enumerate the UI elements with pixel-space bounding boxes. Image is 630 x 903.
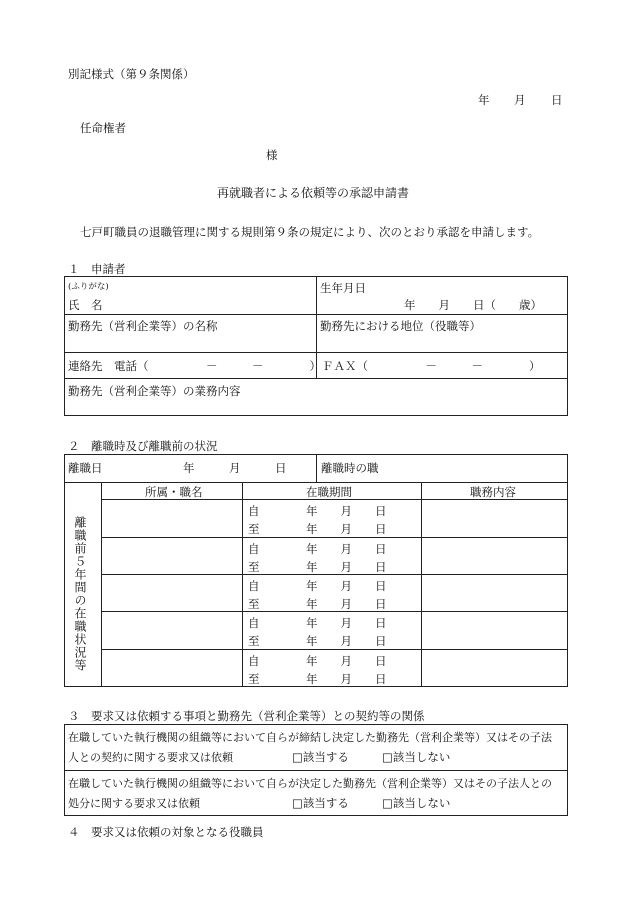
period-from-date: 年 月 日 [306,654,387,668]
period-to: 至 [248,597,260,611]
period-from: 自 [248,579,260,593]
intro-text: 七戸町職員の退職管理に関する規則第９条の規定により、次のとおり承認を申請します。 [80,225,540,239]
birthdate-label: 生年月日 [320,281,366,295]
addressee: 任命権者 [80,121,126,135]
form-label: 別記様式（第９条関係） [68,67,195,81]
col-period: 在職期間 [306,485,352,499]
q1-applicable-checkbox[interactable]: □該当する [292,750,349,764]
q2-applicable-checkbox[interactable]: □該当する [292,796,349,810]
period-to: 至 [248,560,260,574]
birthdate-fields: 年 月 日（ 歳） [404,298,542,312]
q1-not-applicable-checkbox[interactable]: □該当しない [382,750,451,764]
q1-line2: 人との契約に関する要求又は依頼 [68,751,233,764]
addressee-honorific: 様 [266,148,278,162]
col-duties: 職務内容 [470,485,516,499]
date-year: 年 [478,93,490,107]
period-to-date: 年 月 日 [306,522,387,536]
period-from-date: 年 月 日 [306,542,387,556]
employer-name-label: 勤務先（営利企業等）の名称 [68,319,218,333]
fax-label: ＦＡＸ（ － － ） [322,359,541,373]
date-day: 日 [551,93,563,107]
period-from: 自 [248,616,260,630]
business-label: 勤務先（営利企業等）の業務内容 [68,384,241,398]
section2-heading: ２ 離職時及び離職前の状況 [68,439,218,453]
q2-not-applicable-checkbox[interactable]: □該当しない [382,796,451,810]
section4-heading: ４ 要求又は依頼の対象となる役職員 [68,825,264,839]
document-title: 再就職者による依頼等の承認申請書 [217,186,410,200]
period-to-date: 年 月 日 [306,634,387,648]
period-from: 自 [248,654,260,668]
q1-line1: 在職していた執行機関の組織等において自らが締結し決定した勤務先（営利企業等）又はその子法 [68,731,552,744]
period-from-date: 年 月 日 [306,616,387,630]
period-to-date: 年 月 日 [306,560,387,574]
date-month: 月 [514,93,526,107]
period-to: 至 [248,634,260,648]
section3-heading: ３ 要求又は依頼する事項と勤務先（営利企業等）との契約等の関係 [68,709,425,723]
period-to: 至 [248,672,260,686]
retire-post-label: 離職時の職 [321,461,379,475]
section1-heading: １ 申請者 [68,262,126,276]
period-from-date: 年 月 日 [306,504,387,518]
period-from-date: 年 月 日 [306,579,387,593]
period-from: 自 [248,504,260,518]
q2-line1: 在職していた執行機関の組織等において自らが決定した勤務先（営利企業等）又はその子法人との [68,777,552,790]
side-label: 離職前５年間の在職状況等 [73,516,87,672]
period-to-date: 年 月 日 [306,597,387,611]
period-from: 自 [248,542,260,556]
phone-label: 連絡先 電話（ － － ） [68,359,321,373]
q2-line2: 処分に関する要求又は依頼 [68,797,200,810]
retire-date-fields: 年 月 日 [183,461,287,475]
period-to-date: 年 月 日 [306,672,387,686]
period-to: 至 [248,522,260,536]
furigana-label: (ふりがな) [68,282,109,292]
retire-date-label: 離職日 [68,461,103,475]
position-label: 勤務先における地位（役職等） [320,319,481,333]
col-affiliation: 所属・職名 [145,485,203,499]
name-label: 氏 名 [68,298,103,312]
